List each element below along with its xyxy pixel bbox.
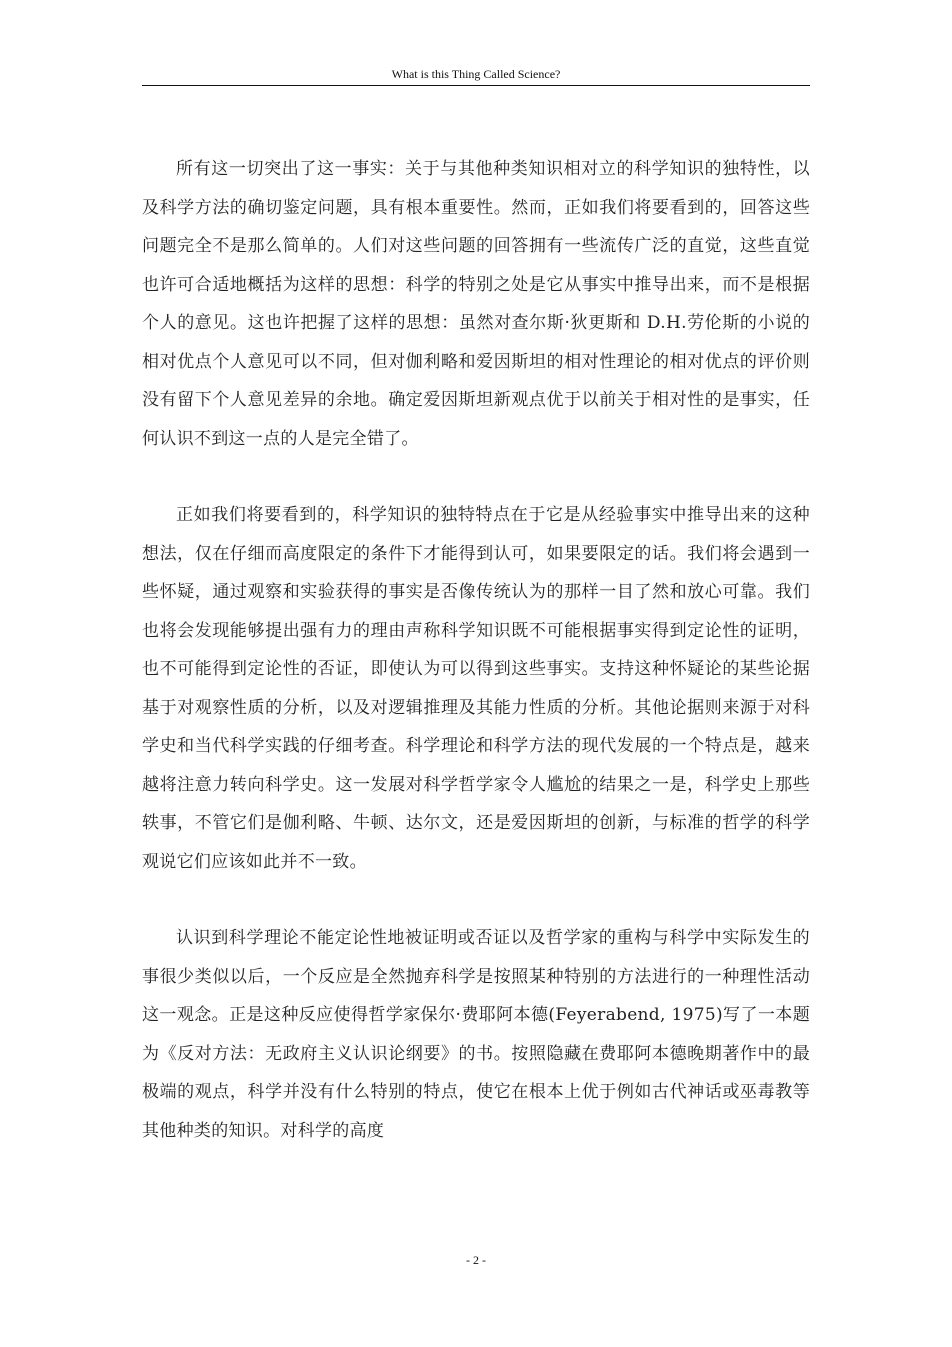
header-rule xyxy=(142,85,810,86)
paragraph-1: 所有这一切突出了这一事实：关于与其他种类知识相对立的科学知识的独特性，以及科学方法的确切鉴定问题，具有根本重要性。然而，正如我们将要看到的，回答这些问题完全不是那么简单的。人们对这些问题的回答拥有一些流传广泛的直觉，这些直觉也许可合适地概括为这样的思想：科学的特别之处是它从事实中推导出来，而不是根据个人的意见。这也许把握了这样的思想：虽然对查尔斯·狄更斯和 D.H.劳伦斯的小说的相对优点个人意见可以不同，但对伽利略和爱因斯坦的相对性理论的相对优点的评价则没有留下个人意见差异的余地。确定爱因斯坦新观点优于以前关于相对性的是事实，任何认识不到这一点的人是完全错了。 xyxy=(142,159,810,449)
page-number: - 2 - xyxy=(466,1253,486,1267)
running-header: What is this Thing Called Science? xyxy=(391,67,561,81)
paragraph-3: 认识到科学理论不能定论性地被证明或否证以及哲学家的重构与科学中实际发生的事很少类似以后，一个反应是全然抛弃科学是按照某种特别的方法进行的一种理性活动这一观念。正是这种反应使得哲学家保尔·费耶阿本德(Feyerabend, 1975)写了一本题为《反对方法：无政府主义认识论纲要》的书。按照隐藏在费耶阿本德晚期著作中的最极端的观点，科学并没有什么特别的特点，使它在根本上优于例如古代神话或巫毒教等其他种类的知识。对科学的高度 xyxy=(142,928,810,1141)
body-text xyxy=(142,150,810,1150)
paragraph-2: 正如我们将要看到的，科学知识的独特特点在于它是从经验事实中推导出来的这种想法，仅在仔细而高度限定的条件下才能得到认可，如果要限定的话。我们将会遇到一些怀疑，通过观察和实验获得的事实是否像传统认为的那样一目了然和放心可靠。我们也将会发现能够提出强有力的理由声称科学知识既不可能根据事实得到定论性的证明，也不可能得到定论性的否证，即使认为可以得到这些事实。支持这种怀疑论的某些论据基于对观察性质的分析，以及对逻辑推理及其能力性质的分析。其他论据则来源于对科学史和当代科学实践的仔细考查。科学理论和科学方法的现代发展的一个特点是，越来越将注意力转向科学史。这一发展对科学哲学家令人尴尬的结果之一是，科学史上那些轶事，不管它们是伽利略、牛顿、达尔文，还是爱因斯坦的创新，与标准的哲学的科学观说它们应该如此并不一致。 xyxy=(142,505,810,872)
